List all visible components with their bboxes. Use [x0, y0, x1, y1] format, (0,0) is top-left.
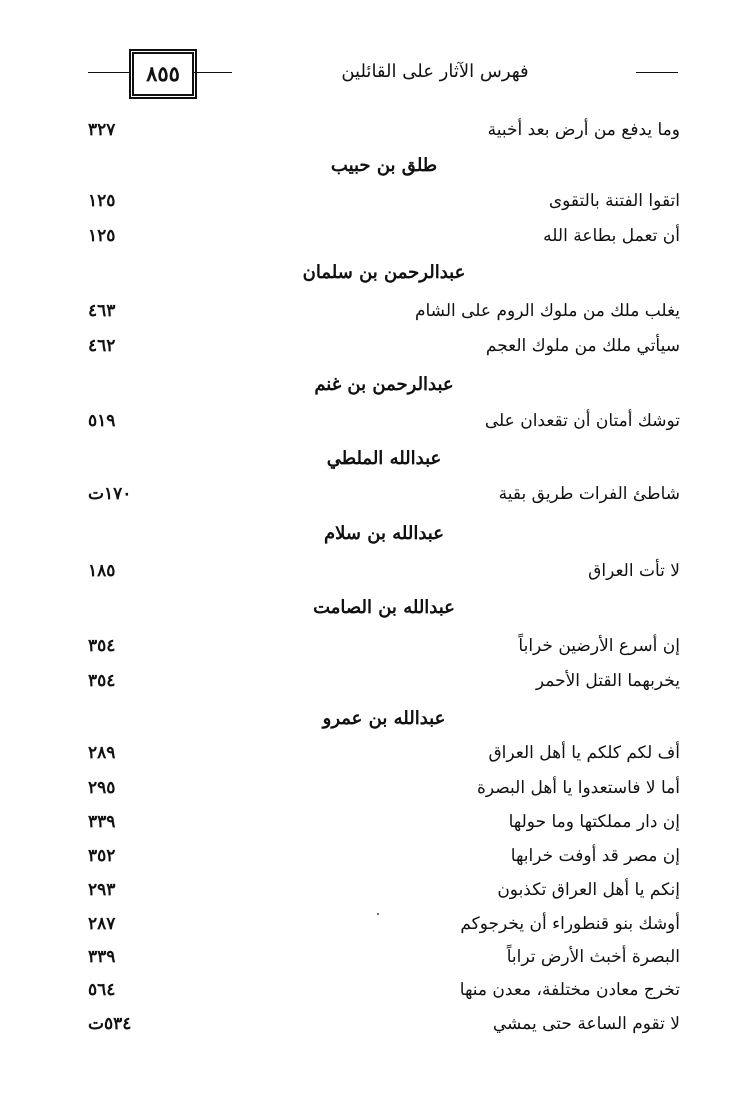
entry-page: ٥١٩ [88, 411, 116, 431]
entry-title: سيأتي ملك من ملوك العجم [485, 336, 680, 356]
header-rule-middle [192, 72, 232, 73]
index-entry [88, 556, 680, 586]
entry-page: ٣٥٢ [88, 846, 116, 866]
section-heading [88, 443, 680, 475]
entry-title: أوشك بنو قنطوراء أن يخرجوكم [460, 914, 680, 934]
index-entry [88, 296, 680, 326]
entry-title: اتقوا الفتنة بالتقوى [548, 191, 680, 211]
entry-page: ٢٨٩ [88, 743, 116, 763]
section-name: عبدالرحمن بن غنم [314, 374, 454, 395]
entry-title: توشك أمتان أن تقعدان على [484, 411, 680, 431]
index-entry [88, 331, 680, 361]
running-header [88, 52, 678, 96]
entry-page: ١٢٥ [88, 191, 116, 211]
page-number-box [132, 52, 194, 96]
header-rule-right [636, 72, 678, 73]
index-entry [88, 975, 680, 1005]
section-heading [88, 518, 680, 550]
entry-page: ٣٣٩ [88, 947, 116, 967]
index-entry [88, 841, 680, 871]
section-name: عبدالله الملطي [326, 448, 442, 469]
index-entry [88, 1009, 680, 1039]
index-entry [88, 875, 680, 905]
section-name: عبدالله بن الصامت [313, 597, 455, 618]
section-name: عبدالرحمن بن سلمان [302, 262, 466, 283]
index-entry [88, 942, 680, 972]
entry-title: إن دار مملكتها وما حولها [508, 812, 680, 832]
index-entry [88, 738, 680, 768]
entry-title: لا تأت العراق [588, 561, 680, 581]
section-heading [88, 592, 680, 624]
entry-page: ١٢٥ [88, 226, 116, 246]
entry-title: أما لا فاستعدوا يا أهل البصرة [477, 778, 680, 798]
entry-title: إن مصر قد أوفت خرابها [510, 846, 680, 866]
index-entry [88, 666, 680, 696]
entry-title: وما يدفع من أرض بعد أخبية [487, 120, 680, 140]
section-name: طلق بن حبيب [330, 155, 438, 176]
index-entry [88, 479, 680, 509]
entry-title: البصرة أخبث الأرض تراباً [506, 947, 680, 967]
entry-page: ٣٢٧ [88, 120, 116, 140]
entry-page: ٤٦٣ [88, 301, 116, 321]
header-rule-left [88, 72, 132, 73]
section-heading [88, 257, 680, 289]
entry-page: ١٧٠ت [88, 484, 132, 504]
entry-title: أن تعمل بطاعة الله [543, 226, 680, 246]
entry-title: إن أسرع الأرضين خراباً [518, 636, 680, 656]
section-heading [88, 369, 680, 401]
entry-title: شاطئ الفرات طريق بقية [498, 484, 680, 504]
index-entry [88, 186, 680, 216]
index-entry [88, 115, 680, 145]
entry-title: إنكم يا أهل العراق تكذبون [497, 880, 680, 900]
page-number: ٨٥٥ [146, 61, 180, 86]
index-entry [88, 909, 680, 939]
section-name: عبدالله بن عمرو [322, 708, 446, 729]
index-entry [88, 221, 680, 251]
entry-title: أف لكم كلكم يا أهل العراق [488, 743, 680, 763]
index-entry [88, 406, 680, 436]
entry-page: ٢٨٧ [88, 914, 116, 934]
entry-page: ١٨٥ [88, 561, 116, 581]
header-title: فهرس الآثار على القائلين [341, 61, 529, 82]
entry-page: ٢٩٥ [88, 778, 116, 798]
scan-speck [377, 913, 379, 915]
entry-page: ٥٣٤ت [88, 1014, 132, 1034]
entry-page: ٣٣٩ [88, 812, 116, 832]
entry-title: تخرج معادن مختلفة، معدن منها [459, 980, 680, 1000]
index-entry [88, 631, 680, 661]
entry-title: يخربهما القتل الأحمر [535, 671, 680, 691]
section-name: عبدالله بن سلام [324, 523, 444, 544]
entry-page: ٥٦٤ [88, 980, 116, 1000]
index-entry [88, 807, 680, 837]
section-heading [88, 150, 680, 182]
entry-page: ٢٩٣ [88, 880, 116, 900]
entry-page: ٣٥٤ [88, 671, 116, 691]
section-heading [88, 703, 680, 735]
entry-page: ٣٥٤ [88, 636, 116, 656]
entry-title: لا تقوم الساعة حتى يمشي [492, 1014, 680, 1034]
entry-title: يغلب ملك من ملوك الروم على الشام [414, 301, 680, 321]
entry-page: ٤٦٢ [88, 336, 116, 356]
index-entry [88, 773, 680, 803]
